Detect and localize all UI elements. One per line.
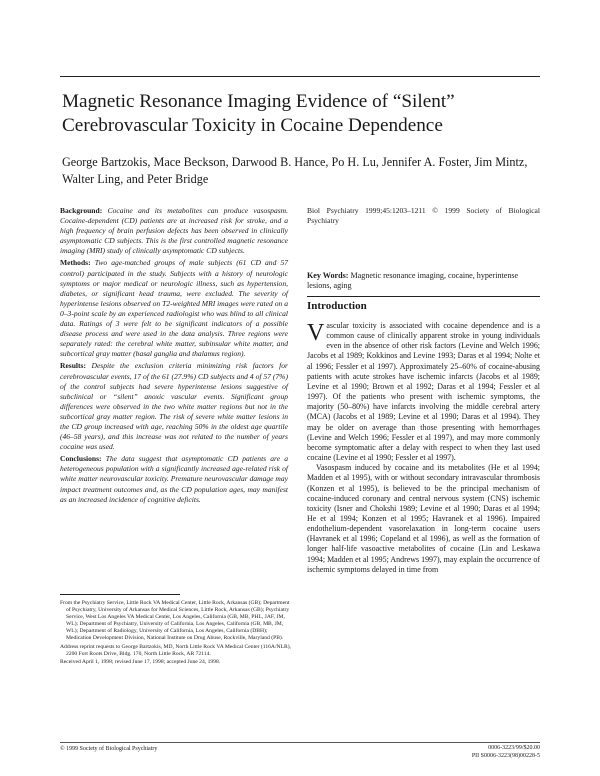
keywords-label: Key Words: [307, 271, 349, 280]
methods-label: Methods: [60, 258, 91, 268]
abstract-citation-para [307, 206, 540, 226]
top-rule [60, 76, 540, 77]
intro-paragraph-1 [307, 321, 540, 463]
footer-issn: 0006-3223/99/$20.00 [488, 745, 540, 751]
conclusions-label: Conclusions: [60, 454, 102, 464]
footer-identifiers [472, 745, 540, 760]
abstract-column-right [307, 206, 540, 228]
article-title: Magnetic Resonance Imaging Evidence of “Silent” Cerebrovascular Toxicity in Cocaine Dependence [62, 91, 455, 136]
intro-paragraph-2: Vasospasm induced by cocaine and its metabolites (He et al 1994; Madden et al 1995), with or without secondary intravascular thrombosis (Konzen et al 1995), is believed to be the principal mechanism of cocaine-induced coronary and central nervous system (CNS) ischemic toxicity (Isner and Chokshi 1989; Levine et al 1990; Daras et al 1994; He et al 1994; Konzen et al 1995; Havranek et al 1996). Impaired endothelium-dependent vasorelaxation in long-term cocaine users (Havranek et al 1996; Copeland et al 1996), as well as the formation of longer half-life vasoactive metabolites of cocaine (Lin and Leskawa 1994; Madden et al 1995; Andrews 1997), may explain the occurrence of ischemic symptoms delayed in time from [307, 463, 540, 574]
background-label: Background: [60, 206, 103, 215]
bottom-rule [60, 742, 540, 743]
drop-cap: V [307, 320, 325, 346]
keywords-text: Magnetic resonance imaging, cocaine, hyperintense lesions, aging [307, 271, 519, 291]
abstract-results [60, 361, 288, 452]
footnote-address: Address reprint requests to George Bartzokis, MD, North Little Rock VA Medical Center (116A/NLR), 2200 Fort Roots Drive, Bldg. 170, North Little Rock, AR 72114. [60, 643, 291, 657]
abstract-column-left [60, 206, 288, 507]
introduction-body [307, 321, 540, 575]
citation: Biol Psychiatry 1999;45:1203–1211 © 1999 Society of Biological Psychiatry [307, 206, 540, 226]
background-text: Cocaine and its metabolites can produce vasospasm. Cocaine-dependent (CD) patients are at increased risk for stroke, and a high frequency of brain perfusion defects has been observed in clinically asymptomatic CD subjects. This is the first controlled magnetic resonance imaging (MRI) study of clinically asymptomatic CD subjects. [60, 206, 289, 256]
footnote-affiliation: From the Psychiatry Service, Little Rock VA Medical Center, Little Rock, Arkansas (GB); Department of Psychiatry, University of Arkansas for Medical Sciences, Little Rock, Arkansas (GB); Psychiatry Service, West Los Angeles VA Medical Center, Los Angeles, California (GB, MB, PHL, JAF, JM, WL); Department of Psychiatry, University of California, Los Angeles, California (GB, MB, JM, WL); Department of Radiology, University of California, Los Angeles, California (DBH); Medication Development Division, National Institute on Drug Abuse, Rockville, Maryland (PB). [60, 600, 290, 642]
section-heading-introduction: Introduction [307, 300, 367, 312]
methods-text: Two age-matched groups of male subjects (61 CD and 57 control) participated in the study. Subjects with a history of neurologic symptoms or major medical or neurologic illness, such as hypertension, diabetes, or significant head trauma, were excluded. The severity of hyperintense lesions observed on T2-weighted MRI images were rated on a 0–3-point scale by an experienced radiologist who was blind to all clinical data. Ratings of 3 were felt to be significant indicators of a possible disease process and were used in the data analysis. Three regions were separately rated: the cerebral white matter, subinsular white matter, and subcortical gray matter (basal ganglia and thalamus region). [60, 258, 288, 359]
abstract-conclusions [60, 454, 288, 504]
abstract-background [60, 206, 288, 256]
keywords [307, 271, 540, 292]
footer-pii: PII S0006-3223(98)00228-5 [471, 752, 540, 759]
footer-copyright: © 1999 Society of Biological Psychiatry [60, 746, 158, 752]
abstract-methods [60, 258, 288, 359]
results-label: Results: [60, 361, 86, 371]
results-text: Despite the exclusion criteria minimizing risk factors for cerebrovascular events, 17 of the 61 (27.9%) CD subjects and 4 of 57 (7%) of the control subjects had severe hyperintense lesions suggestive of subclinical or “silent” anoxic vascular events. Significant group differences were observed in the two white matter regions but not in the subcortical gray matter region. The risk of severe white matter lesions in the CD group increased with age, reaching 50% in the oldest age quartile (46–58 years), and this increase was not related to the number of years cocaine was used. [60, 361, 288, 452]
footnotes [60, 600, 292, 668]
author-list: George Bartzokis, Mace Beckson, Darwood B. Hance, Po H. Lu, Jennifer A. Foster, Jim Mintz, Walter Ling, and Peter Bridge [62, 155, 528, 186]
footnote-received: Received April 1, 1998; revised June 17, 1998; accepted June 24, 1998. [60, 659, 221, 666]
footnote-rule [60, 594, 180, 595]
keywords-rule [307, 296, 540, 297]
intro-paragraph-1-text: ascular toxicity is associated with cocaine dependence and is a common cause of clinically apparent stroke in young individuals even in the absence of other risk factors (Levine and Welch 1996; Jacobs et al 1989; Kokkinos and Levine 1993; Daras et al 1994; Nolte et al 1996; Fessler et al 1997). Approximately 25–60% of cocaine-abusing patients with acute strokes have ischemic infarcts (Jacobs et al 1989; Levine et al 1990; Brown et al 1992; Daras et al 1994; Fessler et al 1997). Of the patients who present with ischemic symptoms, the majority (50–80%) have infarcts involving the middle cerebral artery (MCA) (Jacobs et al 1989; Levine et al 1990; Daras et al 1994). They may be older on average than those presenting with hemorrhages (Levine and Welch 1996; Fessler et al 1997), and may more commonly become symptomatic after a delay with respect to when they last used cocaine (Levine et al 1990; Fessler et al 1997). [307, 321, 540, 463]
conclusions-text: The data suggest that asymptomatic CD patients are a heterogeneous population with a significantly increased age-related risk of white matter neurovascular toxicity. Premature neurovascular damage may impact treatment outcomes and, as the CD population ages, may manifest as an increased incidence of cognitive deficits. [60, 454, 288, 504]
